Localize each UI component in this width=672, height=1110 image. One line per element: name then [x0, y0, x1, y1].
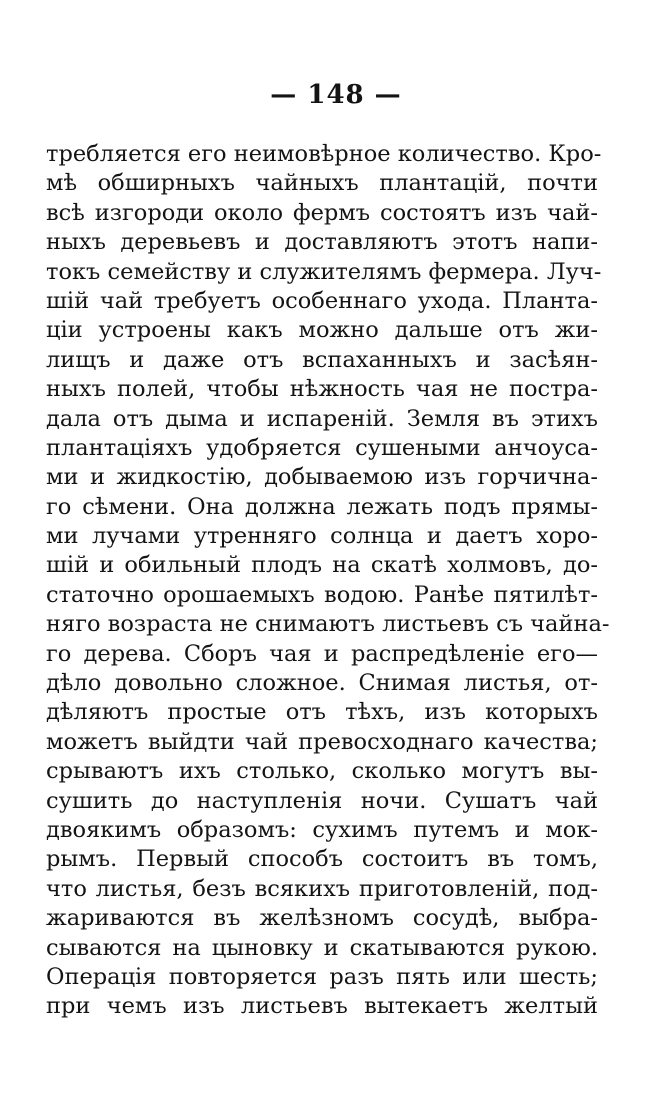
text-line: сушить до наступленія ночи. Сушатъ чай — [46, 787, 598, 814]
text-line: ми лучами утренняго солнца и даетъ хоро- — [46, 523, 598, 550]
text-line: токъ семейству и служителямъ фермера. Луч- — [46, 258, 602, 285]
text-line: рымъ. Первый способъ состоитъ въ томъ, — [46, 846, 598, 873]
text-line: дала отъ дыма и испареній. Земля въ этихъ — [46, 405, 598, 432]
page-number: — 148 — — [270, 80, 402, 110]
text-line: го дерева. Сборъ чая и распредѣленіе его— — [46, 640, 598, 667]
text-line: шій и обильный плодъ на скатѣ холмовъ, до- — [46, 552, 598, 579]
text-line: няго возраста не снимаютъ листьевъ съ чайна- — [46, 611, 610, 638]
text-line: статочно орошаемыхъ водою. Ранѣе пятилѣт- — [46, 581, 598, 608]
text-line: можетъ выйдти чай превосходнаго качества; — [46, 728, 598, 755]
text-line: дѣло довольно сложное. Снимая листья, от- — [46, 670, 598, 697]
text-line: ныхъ деревьевъ и доставляютъ этотъ напи- — [46, 229, 598, 256]
text-line: ми и жидкостію, добываемою изъ горчична- — [46, 464, 598, 491]
text-line: что листья, безъ всякихъ приготовленій, под- — [46, 875, 598, 902]
text-line: шій чай требуетъ особеннаго ухода. Планта- — [46, 287, 598, 314]
text-line: дѣляютъ простые отъ тѣхъ, изъ которыхъ — [46, 699, 598, 726]
text-line: плантаціяхъ удобряется сушеными анчоуса- — [46, 434, 598, 461]
text-line: сываются на цыновку и скатываются рукою. — [46, 934, 598, 961]
text-line: лищъ и даже отъ вспаханныхъ и засѣян- — [46, 346, 598, 373]
text-line: при чемъ изъ листьевъ вытекаетъ желтый — [46, 993, 598, 1020]
text-line: го сѣмени. Она должна лежать подъ прямы- — [46, 493, 598, 520]
text-line: всѣ изгороди около фермъ состоятъ изъ чай- — [46, 199, 598, 226]
text-line: жариваются въ желѣзномъ сосудѣ, выбра- — [46, 905, 598, 932]
text-line: Операція повторяется разъ пять или шесть; — [46, 963, 598, 990]
text-line: двоякимъ образомъ: сухимъ путемъ и мок- — [46, 816, 598, 843]
text-line: мѣ обширныхъ чайныхъ плантацій, почти — [46, 170, 598, 197]
text-line: требляется его неимовѣрное количество. Кро- — [46, 141, 602, 167]
text-line: срываютъ ихъ столько, сколько могутъ вы- — [46, 758, 598, 785]
text-line: ныхъ полей, чтобы нѣжность чая не постра- — [46, 376, 598, 403]
body-text — [46, 140, 610, 1022]
text-line: ціи устроены какъ можно дальше отъ жи- — [46, 317, 598, 344]
